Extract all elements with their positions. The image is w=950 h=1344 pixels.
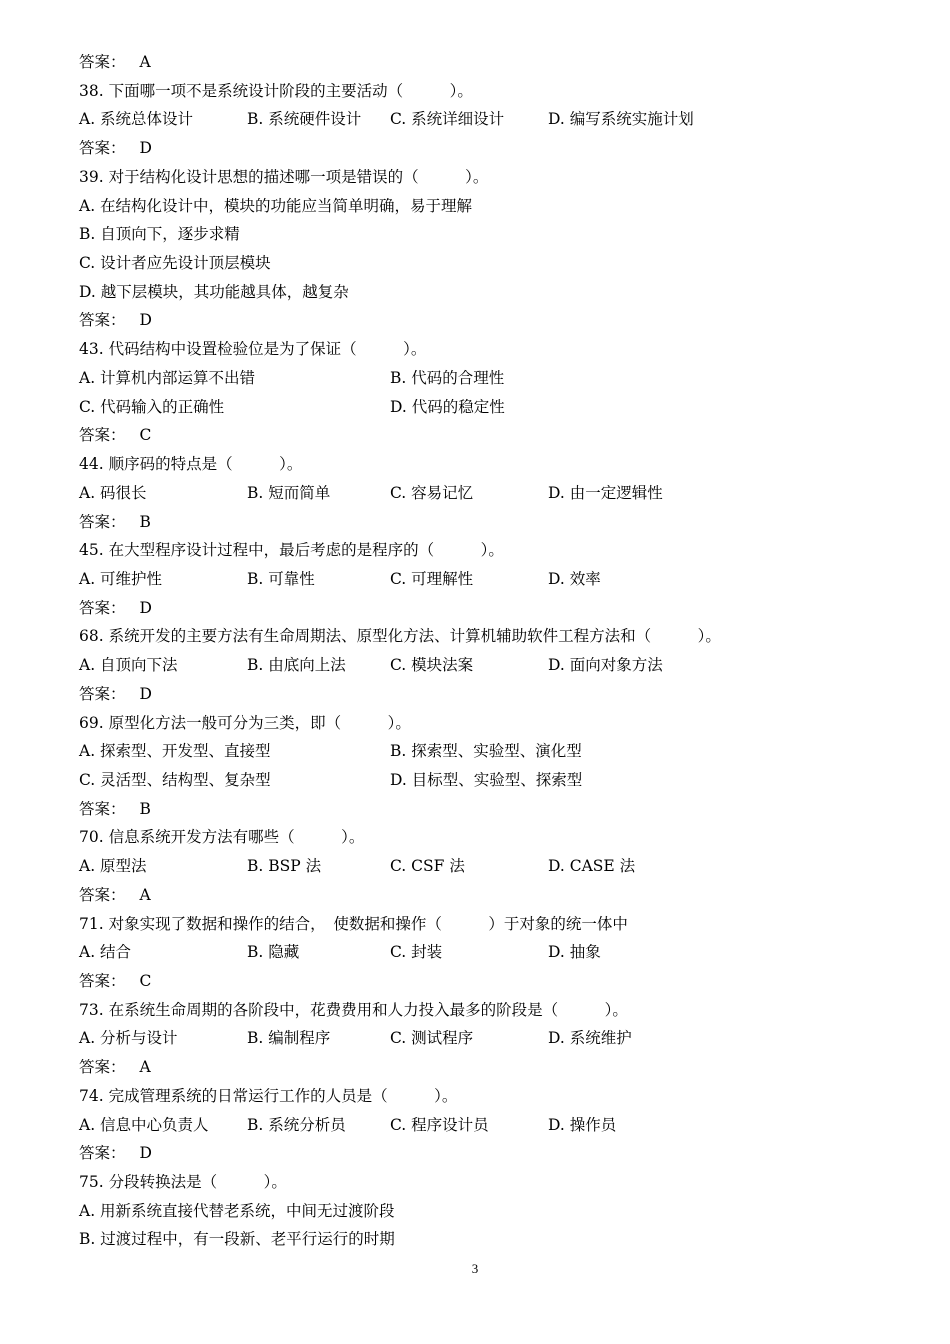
option: C. 灵活型、结构型、复杂型	[79, 770, 271, 789]
option: C. 设计者应先设计顶层模块	[79, 254, 271, 273]
option: D. CASE 法	[548, 857, 636, 876]
options-row	[79, 105, 899, 134]
answer-value: D	[139, 684, 152, 703]
answer-value: B	[139, 512, 151, 531]
option: B. 短而简单	[247, 483, 331, 502]
options-row	[79, 852, 899, 881]
option: A. 结合	[79, 943, 132, 962]
question-stem: 74. 完成管理系统的日常运行工作的人员是（ ）。	[79, 1086, 458, 1105]
option: A. 原型法	[79, 857, 147, 876]
options-row	[79, 1111, 899, 1140]
answer-value: C	[139, 426, 152, 445]
option: C. 容易记忆	[390, 483, 474, 502]
option: C. 系统详细设计	[390, 110, 505, 129]
options-row	[79, 565, 899, 594]
question-list	[79, 48, 899, 1254]
option: C. 测试程序	[390, 1029, 474, 1048]
option: C. 可理解性	[390, 569, 474, 588]
option: D. 面向对象方法	[548, 656, 663, 675]
option: D. 系统维护	[548, 1029, 632, 1048]
option: D. 抽象	[548, 943, 601, 962]
option: A. 在结构化设计中，模块的功能应当简单明确，易于理解	[79, 196, 473, 215]
answer-label: 答案：	[79, 972, 126, 990]
answer-value: B	[139, 799, 151, 818]
question-stem: 45. 在大型程序设计过程中，最后考虑的是程序的（ ）。	[79, 541, 504, 560]
answer-line	[79, 967, 899, 996]
answer-label: 答案：	[79, 139, 126, 158]
option: B. 隐藏	[247, 943, 300, 962]
answer-label: 答案：	[79, 311, 126, 330]
options-row	[79, 364, 899, 393]
answer-label: 答案：	[79, 426, 126, 445]
answer-value: D	[139, 1144, 152, 1163]
answer-line	[79, 48, 899, 77]
answer-label: 答案：	[79, 53, 126, 71]
question-stem: 73. 在系统生命周期的各阶段中，花费费用和人力投入最多的阶段是（ ）。	[79, 1000, 628, 1019]
option: A. 分析与设计	[79, 1029, 178, 1048]
option: A. 可维护性	[79, 569, 163, 588]
options-row	[79, 393, 899, 422]
option: D. 编写系统实施计划	[548, 110, 694, 129]
page-number: 3	[471, 1261, 479, 1276]
answer-label: 答案：	[79, 1144, 126, 1163]
question-stem: 71. 对象实现了数据和操作的结合， 使数据和操作（ ）于对象的统一体中	[79, 914, 628, 933]
question-stem: 38. 下面哪一项不是系统设计阶段的主要活动（ ）。	[79, 81, 473, 100]
options-row	[79, 651, 899, 680]
option: D. 由一定逻辑性	[548, 483, 663, 502]
answer-line	[79, 680, 899, 709]
question-stem: 68. 系统开发的主要方法有生命周期法、原型化方法、计算机辅助软件工程方法和（ ）。	[79, 627, 721, 646]
question-stem: 43. 代码结构中设置检验位是为了保证（ ）。	[79, 340, 427, 359]
answer-label: 答案：	[79, 885, 126, 904]
option: B. BSP 法	[247, 857, 322, 876]
option: D. 目标型、实验型、探索型	[390, 770, 583, 789]
option: A. 计算机内部运算不出错	[79, 368, 256, 387]
answer-line	[79, 1053, 899, 1082]
option: A. 码很长	[79, 483, 147, 502]
answer-value: D	[139, 598, 152, 617]
option: B. 过渡过程中，有一段新、老平行运行的时期	[79, 1230, 395, 1249]
answer-label: 答案：	[79, 799, 126, 818]
option: D. 代码的稳定性	[390, 397, 505, 416]
answer-label: 答案：	[79, 684, 126, 703]
answer-line	[79, 795, 899, 824]
answer-value: C	[139, 972, 152, 990]
option: A. 用新系统直接代替老系统，中间无过渡阶段	[79, 1201, 395, 1220]
option: D. 越下层模块，其功能越具体，越复杂	[79, 282, 349, 301]
option: A. 系统总体设计	[79, 110, 194, 129]
option: C. 模块法案	[390, 656, 474, 675]
answer-value: D	[139, 139, 152, 158]
answer-line	[79, 1139, 899, 1168]
question-stem: 75. 分段转换法是（ ）。	[79, 1173, 287, 1192]
answer-value: A	[139, 885, 151, 904]
answer-label: 答案：	[79, 1058, 126, 1077]
option: C. CSF 法	[390, 857, 465, 876]
answer-line	[79, 594, 899, 623]
option: A. 探索型、开发型、直接型	[79, 742, 271, 761]
answer-line	[79, 881, 899, 910]
answer-label: 答案：	[79, 512, 126, 531]
option: C. 封装	[390, 943, 443, 962]
answer-line	[79, 306, 899, 335]
option: B. 可靠性	[247, 569, 315, 588]
option: B. 探索型、实验型、演化型	[390, 742, 582, 761]
option: B. 编制程序	[247, 1029, 331, 1048]
options-row	[79, 737, 899, 766]
option: B. 由底向上法	[247, 656, 346, 675]
question-stem: 69. 原型化方法一般可分为三类，即（ ）。	[79, 713, 411, 732]
option: B. 自顶向下，逐步求精	[79, 225, 240, 244]
options-row	[79, 938, 899, 967]
answer-label: 答案：	[79, 598, 126, 617]
question-stem: 44. 顺序码的特点是（ ）。	[79, 455, 303, 474]
option: B. 系统分析员	[247, 1115, 346, 1134]
options-row	[79, 1024, 899, 1053]
answer-value: D	[139, 311, 152, 330]
options-row	[79, 766, 899, 795]
option: B. 代码的合理性	[390, 368, 505, 387]
option: D. 操作员	[548, 1115, 617, 1134]
answer-line	[79, 421, 899, 450]
answer-line	[79, 508, 899, 537]
option: D. 效率	[548, 569, 601, 588]
question-stem: 39. 对于结构化设计思想的描述哪一项是错误的（ ）。	[79, 167, 489, 186]
options-row	[79, 479, 899, 508]
answer-line	[79, 134, 899, 163]
question-stem: 70. 信息系统开发方法有哪些（ ）。	[79, 828, 365, 847]
answer-value: A	[139, 53, 151, 71]
option: A. 信息中心负责人	[79, 1115, 209, 1134]
option: B. 系统硬件设计	[247, 110, 362, 129]
option: C. 代码输入的正确性	[79, 397, 225, 416]
option: A. 自顶向下法	[79, 656, 178, 675]
option: C. 程序设计员	[390, 1115, 489, 1134]
answer-value: A	[139, 1058, 151, 1077]
